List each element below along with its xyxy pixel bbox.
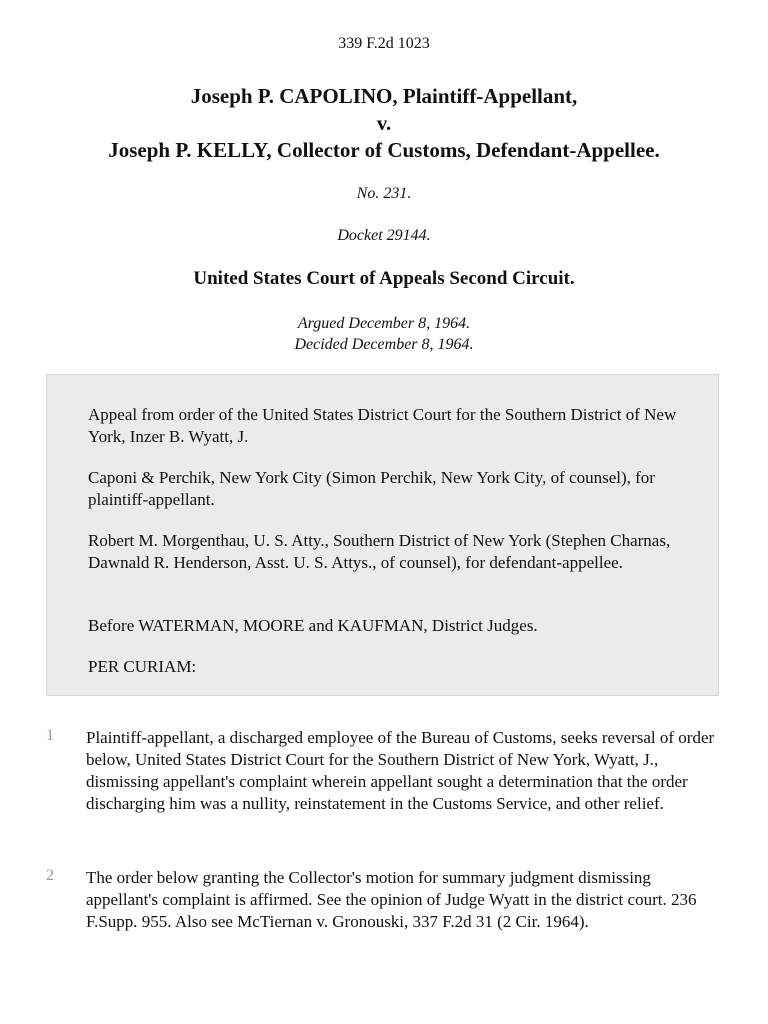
docket-number: Docket 29144. <box>337 227 431 244</box>
defendant-counsel: Robert M. Morgenthau, U. S. Atty., Southern District of New York (Stephen Charnas, Dawnald R. Henderson, Asst. U. S. Attys., of counsel), for defendant-appellee. <box>88 531 671 572</box>
appeal-statement: Appeal from order of the United States District Court for the Southern District of New York, Inzer B. Wyatt, J. <box>88 405 677 446</box>
court-name: United States Court of Appeals Second Circuit. <box>193 268 575 289</box>
paragraph-number: 2 <box>46 867 54 884</box>
judges: Before WATERMAN, MOORE and KAUFMAN, District Judges. <box>88 616 538 635</box>
per-curiam: PER CURIAM: <box>88 657 197 676</box>
defendant-name: Joseph P. KELLY, Collector of Customs, Defendant-Appellee. <box>108 138 660 162</box>
citation: 339 F.2d 1023 <box>338 35 430 52</box>
case-number: No. 231. <box>356 185 412 202</box>
decided-date: Decided December 8, 1964. <box>294 336 474 353</box>
plaintiff-name: Joseph P. CAPOLINO, Plaintiff-Appellant, <box>190 84 578 108</box>
paragraph-text: Plaintiff-appellant, a discharged employee of the Bureau of Customs, seeks reversal of order below, United States District Court for the Southern District of New York, Wyatt, J., dismissing appellant's complaint wherein appellant sought a determination that the order discharging him was a nullity, reinstatement in the Customs Service, and other relief. <box>86 728 715 813</box>
plaintiff-counsel: Caponi & Perchik, New York City (Simon Perchik, New York City, of counsel), for plaintiff-appellant. <box>88 468 655 509</box>
paragraph-number: 1 <box>46 727 54 744</box>
paragraph-text: The order below granting the Collector's motion for summary judgment dismissing appellant's complaint is affirmed. See the opinion of Judge Wyatt in the district court. 236 F.Supp. 955. Also see McTiernan v. Gronouski, 337 F.2d 31 (2 Cir. 1964). <box>86 868 697 931</box>
case-summary-box <box>46 374 719 696</box>
versus: v. <box>376 111 392 135</box>
argued-date: Argued December 8, 1964. <box>297 315 471 332</box>
case-caption <box>0 83 768 164</box>
dates <box>0 313 768 355</box>
